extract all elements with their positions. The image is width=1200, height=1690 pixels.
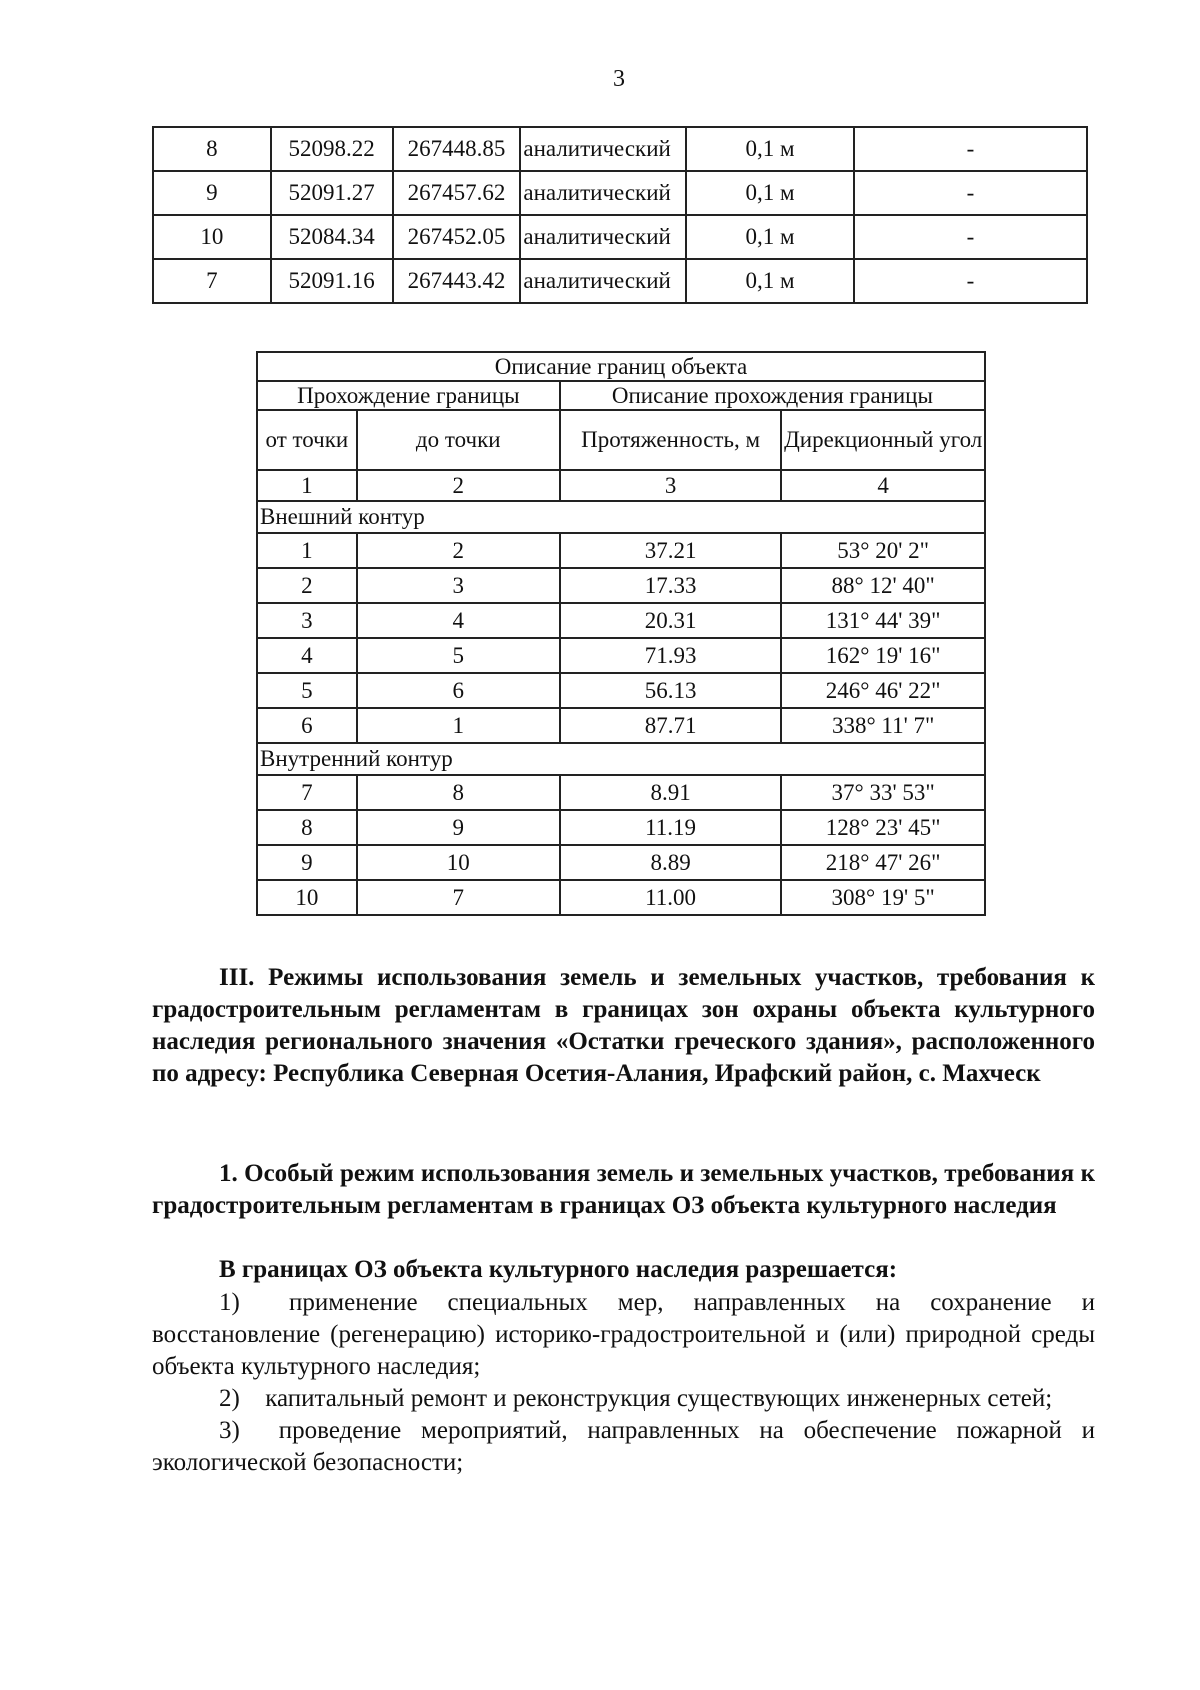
table-row [257, 708, 985, 743]
col-header-from: от точки [257, 410, 357, 470]
outer-contour-label: Внешний контур [257, 501, 985, 533]
table-row [257, 533, 985, 568]
coord-y: 267443.42 [393, 259, 521, 303]
table-row [153, 259, 1087, 303]
from-point: 3 [257, 603, 357, 638]
table-row [153, 171, 1087, 215]
accuracy: 0,1 м [686, 215, 853, 259]
from-point: 6 [257, 708, 357, 743]
note: - [854, 259, 1087, 303]
point-number: 9 [153, 171, 271, 215]
to-point: 8 [357, 775, 560, 810]
table-row [257, 775, 985, 810]
method: аналитический [520, 215, 686, 259]
section-heading [152, 962, 1095, 1090]
table-title: Описание границ объекта [257, 352, 985, 381]
list-item-number: 3) [219, 1417, 240, 1444]
segment-length: 56.13 [560, 673, 782, 708]
to-point: 5 [357, 638, 560, 673]
note: - [854, 215, 1087, 259]
accuracy: 0,1 м [686, 171, 853, 215]
boundary-description-table [256, 351, 986, 916]
table-row [153, 215, 1087, 259]
col-header-angle: Дирекционный угол [781, 410, 985, 470]
note: - [854, 127, 1087, 171]
section-heading-text: III. Режимы использования земель и земельных участков, требования к градостроительным регламентам в границах зон охраны объекта культурного наследия регионального значения «Остатки греческого здания», расположенного по адресу: Республика Северная Осетия-Алания, Ирафский район, с. Махческ [152, 964, 1095, 1087]
segment-length: 71.93 [560, 638, 782, 673]
coord-x: 52098.22 [271, 127, 393, 171]
to-point: 6 [357, 673, 560, 708]
table-row [257, 880, 985, 915]
direction-angle: 246° 46' 22" [781, 673, 985, 708]
allowed-list [152, 1287, 1095, 1479]
direction-angle: 338° 11' 7" [781, 708, 985, 743]
from-point: 5 [257, 673, 357, 708]
direction-angle: 53° 20' 2" [781, 533, 985, 568]
note: - [854, 171, 1087, 215]
method: аналитический [520, 171, 686, 215]
from-point: 2 [257, 568, 357, 603]
group-header-passage: Прохождение границы [257, 381, 560, 410]
page-number: 3 [613, 66, 625, 92]
list-item [152, 1287, 1095, 1383]
allowed-heading-text: В границах ОЗ объекта культурного наследия разрешается: [219, 1256, 898, 1283]
table-row [257, 845, 985, 880]
coord-y: 267452.05 [393, 215, 521, 259]
segment-length: 8.89 [560, 845, 782, 880]
segment-length: 11.00 [560, 880, 782, 915]
list-item-text: капитальный ремонт и реконструкция существующих инженерных сетей; [265, 1385, 1053, 1412]
to-point: 2 [357, 533, 560, 568]
direction-angle: 88° 12' 40" [781, 568, 985, 603]
list-item [152, 1383, 1095, 1415]
direction-angle: 128° 23' 45" [781, 810, 985, 845]
subsection-heading-text: 1. Особый режим использования земель и земельных участков, требования к градостроительным регламентам в границах ОЗ объекта культурного наследия [152, 1160, 1095, 1219]
to-point: 1 [357, 708, 560, 743]
to-point: 4 [357, 603, 560, 638]
group-header-description: Описание прохождения границы [560, 381, 985, 410]
from-point: 1 [257, 533, 357, 568]
to-point: 7 [357, 880, 560, 915]
col-number: 2 [357, 470, 560, 501]
table-row [257, 638, 985, 673]
table-row [153, 127, 1087, 171]
table-row [257, 603, 985, 638]
from-point: 9 [257, 845, 357, 880]
coordinates-table [152, 126, 1088, 304]
from-point: 10 [257, 880, 357, 915]
col-number: 1 [257, 470, 357, 501]
segment-length: 11.19 [560, 810, 782, 845]
point-number: 8 [153, 127, 271, 171]
from-point: 7 [257, 775, 357, 810]
point-number: 7 [153, 259, 271, 303]
col-header-to: до точки [357, 410, 560, 470]
list-item-number: 1) [219, 1289, 240, 1316]
coord-x: 52084.34 [271, 215, 393, 259]
table-row [257, 568, 985, 603]
point-number: 10 [153, 215, 271, 259]
subsection-heading [152, 1158, 1095, 1222]
table-row [257, 810, 985, 845]
coord-y: 267457.62 [393, 171, 521, 215]
col-header-length: Протяженность, м [560, 410, 782, 470]
direction-angle: 131° 44' 39" [781, 603, 985, 638]
from-point: 8 [257, 810, 357, 845]
accuracy: 0,1 м [686, 259, 853, 303]
from-point: 4 [257, 638, 357, 673]
direction-angle: 162° 19' 16" [781, 638, 985, 673]
list-item [152, 1415, 1095, 1479]
to-point: 10 [357, 845, 560, 880]
accuracy: 0,1 м [686, 127, 853, 171]
method: аналитический [520, 127, 686, 171]
coord-x: 52091.16 [271, 259, 393, 303]
col-number: 3 [560, 470, 782, 501]
segment-length: 87.71 [560, 708, 782, 743]
direction-angle: 308° 19' 5" [781, 880, 985, 915]
to-point: 9 [357, 810, 560, 845]
segment-length: 17.33 [560, 568, 782, 603]
col-number: 4 [781, 470, 985, 501]
direction-angle: 37° 33' 53" [781, 775, 985, 810]
segment-length: 8.91 [560, 775, 782, 810]
list-item-text: проведение мероприятий, направленных на обеспечение пожарной и экологической безопасности; [152, 1417, 1096, 1476]
list-item-number: 2) [219, 1385, 240, 1412]
table-row [257, 673, 985, 708]
direction-angle: 218° 47' 26" [781, 845, 985, 880]
allowed-heading [152, 1254, 1095, 1286]
inner-contour-label: Внутренний контур [257, 743, 985, 775]
coord-x: 52091.27 [271, 171, 393, 215]
segment-length: 20.31 [560, 603, 782, 638]
coord-y: 267448.85 [393, 127, 521, 171]
segment-length: 37.21 [560, 533, 782, 568]
to-point: 3 [357, 568, 560, 603]
method: аналитический [520, 259, 686, 303]
list-item-text: применение специальных мер, направленных на сохранение и восстановление (регенерацию) историко-градостроительной и (или) природной среды объекта культурного наследия; [152, 1289, 1096, 1380]
